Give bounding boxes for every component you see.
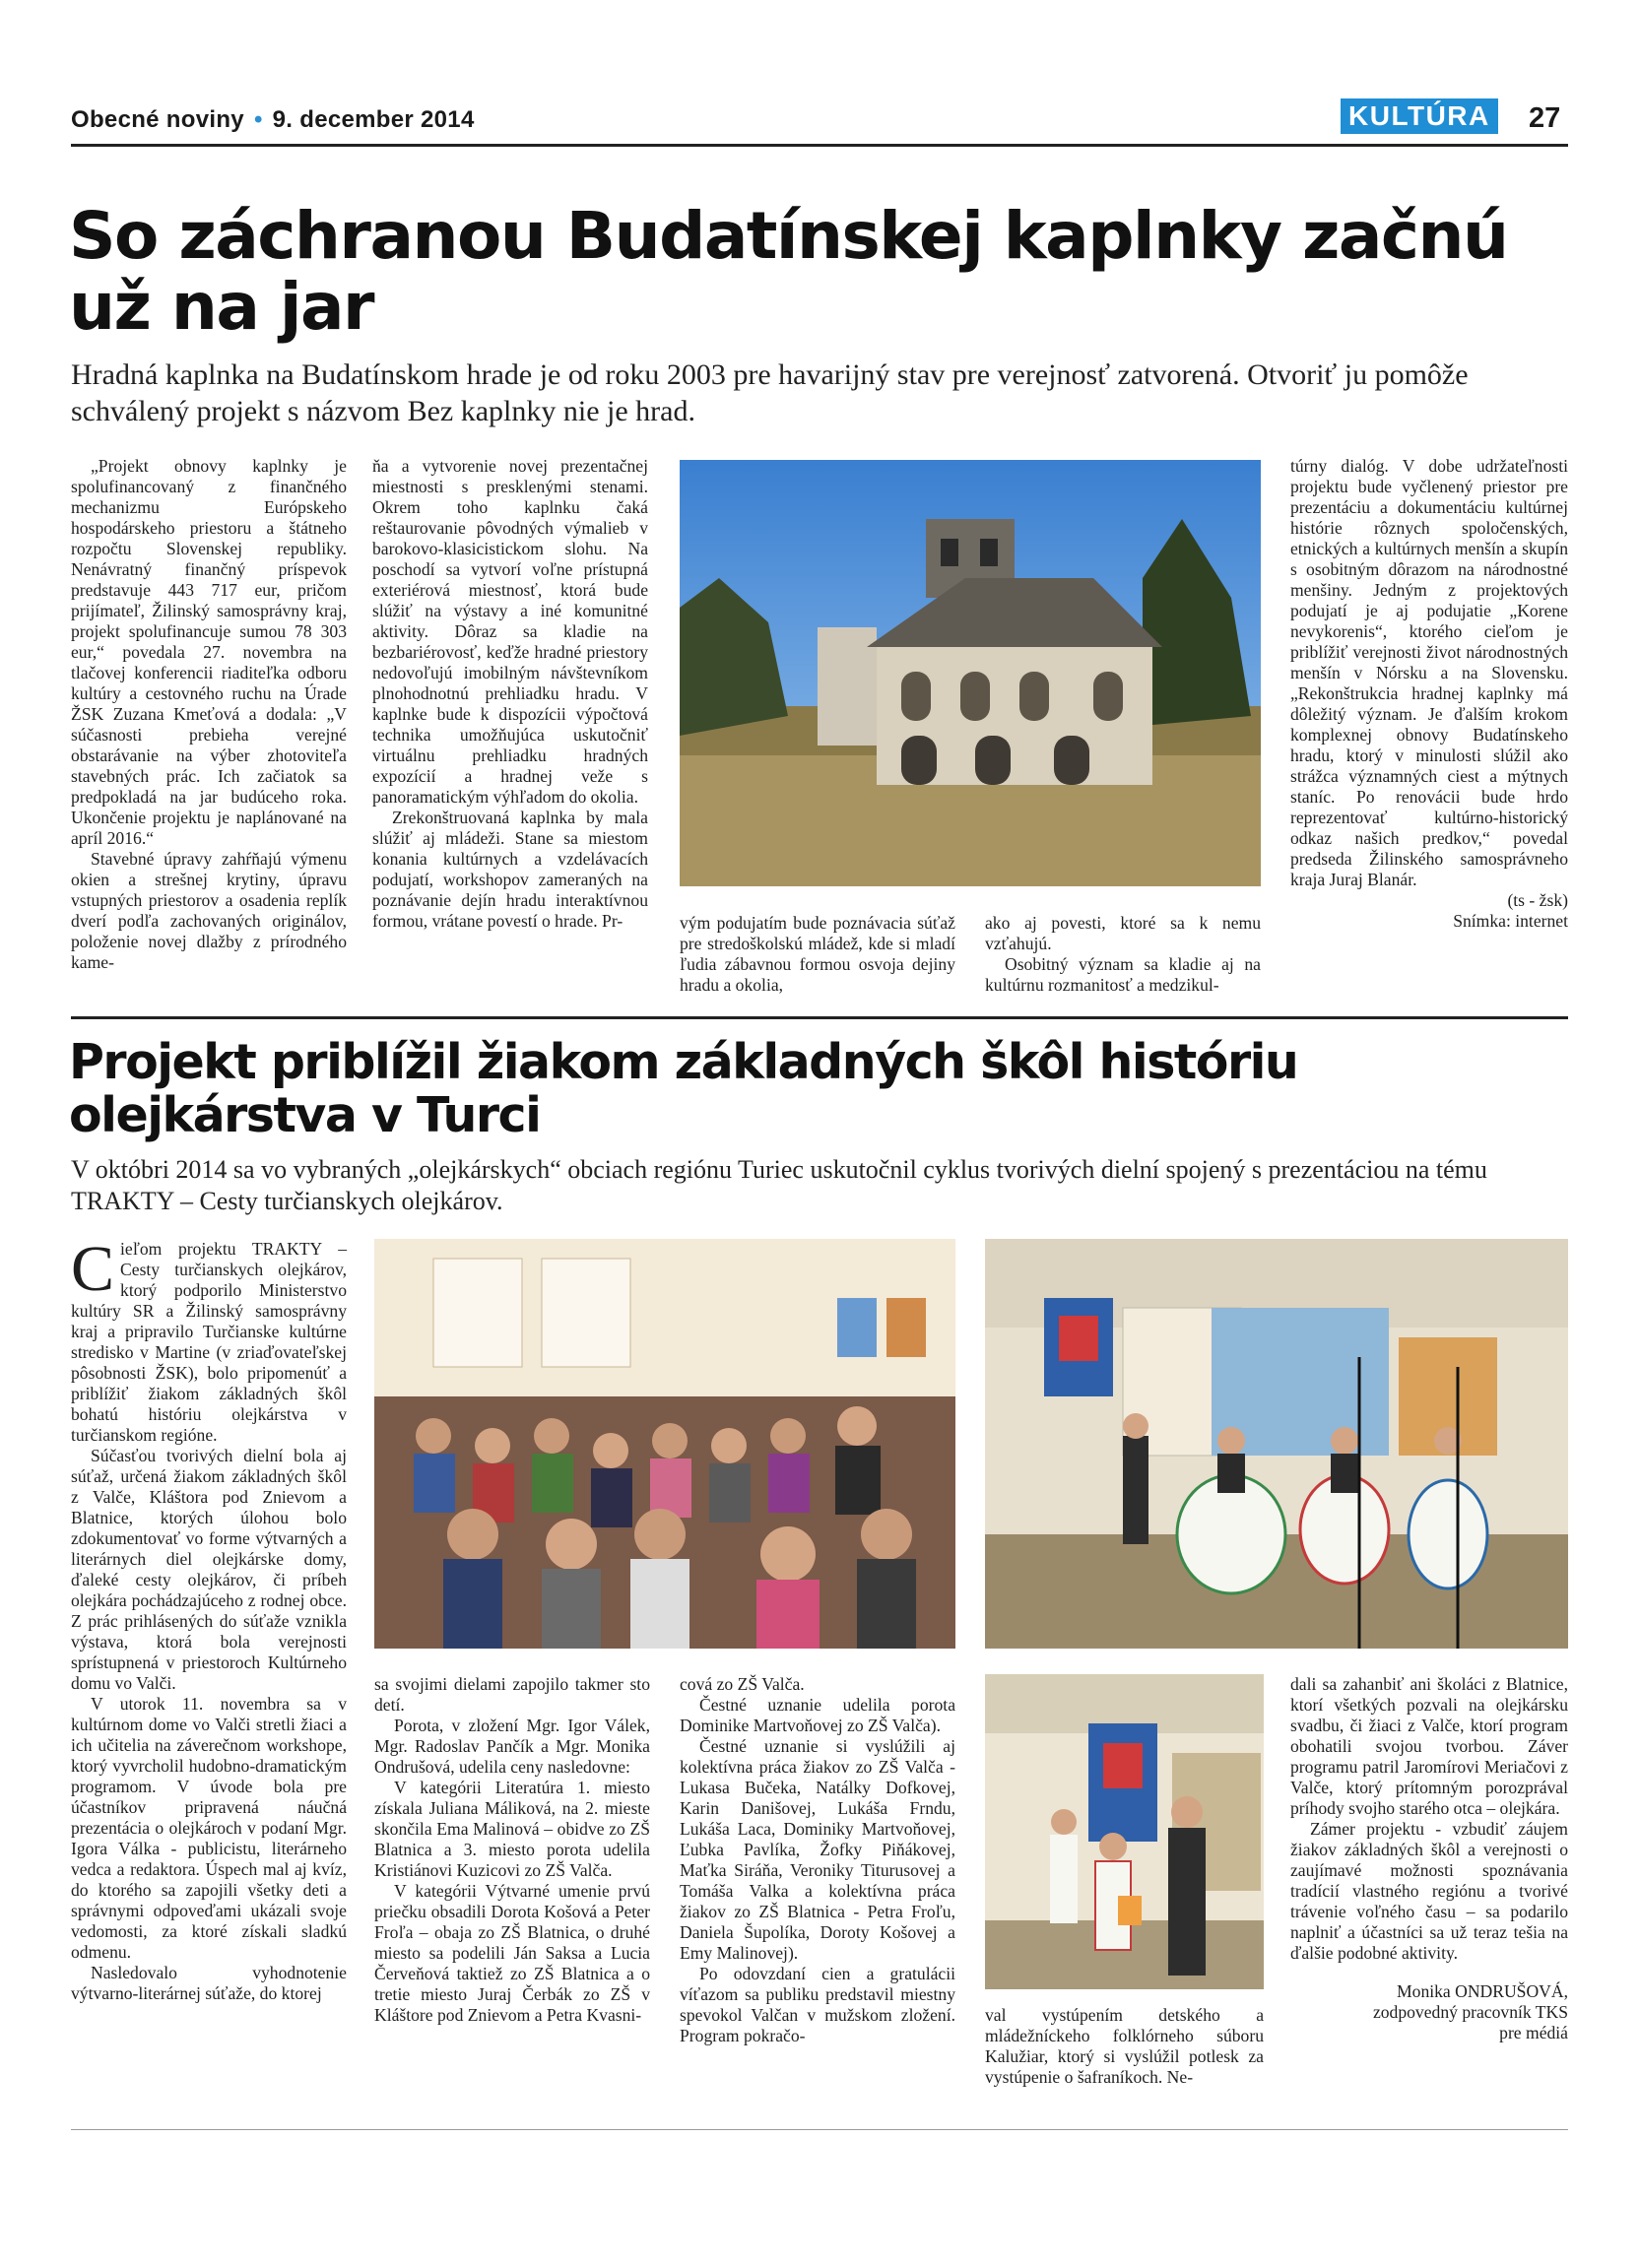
article1-title: So záchranou Budatínskej kaplnky začnú už na jar bbox=[69, 198, 1508, 345]
section-badge: KULTÚRA bbox=[1341, 98, 1498, 134]
paragraph: V kategórii Literatúra 1. miesto získala Juliana Máliková, na 2. mieste skončila Ema Malinová – obidve zo ZŠ Blatnica a 3. miesto porota udelila Kristiánovi Kuzicovi zo ZŠ Valča. bbox=[374, 1778, 650, 1880]
separator-dot: • bbox=[253, 106, 263, 133]
paragraph: Stavebné úpravy zahŕňajú výmenu okien a strešnej krytiny, úpravu vstupných priestorov a osadenia replík dverí podľa zachovaných originálov, položenie novej dlažby z prírodného kame- bbox=[71, 849, 347, 972]
paragraph: ieľom projektu TRAKTY – Cesty turčianskych olejkárov, ktorý podporilo Ministerstvo kultúry SR a Žilinský samosprávny kraj a pripravilo Turčianske kultúrne stredisko v Martine (v zriaďovateľskej pôsobnosti ŽSK), bolo pripomenúť a priblížiť žiakom základných škôl bohatú históriu olejkárstva v turčianskom regióne. bbox=[71, 1239, 347, 1445]
article1-column-3 bbox=[680, 913, 955, 996]
issue-date: 9. december 2014 bbox=[272, 106, 475, 133]
article1-column-2 bbox=[372, 456, 648, 932]
paragraph: ňa a vytvorenie novej prezentačnej miestnosti s presklenými stenami. Okrem toho kaplnku čaká reštaurovanie pôvodných výmalieb v barokovo-klasicistickom slohu. Na poschodí sa vytvorí voľne prístupná exteriérová miestnosť, ktorá bude slúžiť na výstavy a iné komunitné aktivity. Dôraz sa kladie na bezbariérovosť, keďže hradné priestory nedovoľujú imobilným návštevníkom plnohodnotnú prehliadku hradu. V kaplnke bude k dispozícii výpočtová technika umožňujúca uskutočniť virtuálnu prehliadku hradných expozícií a hradnej veže s panoramatickým výhľadom do okolia. bbox=[372, 456, 648, 807]
article2-column-5 bbox=[1290, 1674, 1568, 2043]
paragraph: dali sa zahanbiť ani školáci z Blatnice, ktorí všetkých pozvali na olejkársku svadbu, či žiaci z Valče, ktorí program obohatili svojou tvorbou. Záver programu patril Jaromírovi Meriačovi z Valče, ktorý prítomným porozprával príhody svojho starého otca – olejkára. bbox=[1290, 1674, 1568, 1818]
photo-credit: Snímka: internet bbox=[1453, 911, 1568, 931]
paragraph: Po odovzdaní cien a gratulácii víťazom sa publiku predstavil miestny spevokol Valčan v mužskom zložení. Program pokračo- bbox=[680, 1964, 955, 2045]
article2-column-4 bbox=[985, 2005, 1264, 2088]
footer-rule bbox=[71, 2129, 1568, 2130]
article2-column-2 bbox=[374, 1674, 650, 2026]
paragraph: Porota, v zložení Mgr. Igor Válek, Mgr. Radoslav Pančík a Mgr. Monika Ondrušová, udelila ceny nasledovne: bbox=[374, 1716, 650, 1777]
masthead bbox=[71, 106, 475, 134]
article2-column-1 bbox=[71, 1233, 347, 2004]
publication-name: Obecné noviny bbox=[71, 106, 244, 133]
header-rule bbox=[71, 144, 1568, 147]
paragraph: Nasledovalo vyhodnotenie výtvarno-literárnej súťaže, do ktorej bbox=[71, 1963, 347, 2003]
article-divider bbox=[71, 1016, 1568, 1019]
paragraph: val vystúpením detského a mládežníckeho folklórneho súboru Kalužiar, ktorý si vyslúžil potlesk za vystúpenie o šafraníkoch. Ne- bbox=[985, 2005, 1264, 2087]
signature-dept: pre médiá bbox=[1499, 2023, 1568, 2042]
workshop-audience-photo bbox=[374, 1239, 955, 1649]
paragraph: Zrekonštruovaná kaplnka by mala slúžiť aj mládeži. Stane sa miestom konania kultúrnych a vzdelávacích podujatí, workshopov zameraných na poznávanie dejín hradu interaktívnou formou, vrátane povestí o hrade. Pr- bbox=[372, 808, 648, 931]
signature-role: zodpovedný pracovník TKS bbox=[1372, 2002, 1568, 2022]
article2-lead: V októbri 2014 sa vo vybraných „olejkárskych“ obciach regiónu Turiec uskutočnil cyklus tvorivých dielní spojený s prezentáciou na tému TRAKTY – Cesty turčianskych olejkárov. bbox=[71, 1155, 1487, 1215]
chapel-photo-image bbox=[680, 460, 1261, 886]
folk-dance-image bbox=[985, 1239, 1568, 1649]
article2-title: Projekt priblížil žiakom základných škôl históriu olejkárstva v Turci bbox=[69, 1034, 1298, 1143]
paragraph: „Projekt obnovy kaplnky je spolufinancovaný z finančného mechanizmu Európskeho hospodárskeho priestoru a štátneho rozpočtu Slovenskej republiky. Nenávratný finančný príspevok predstavuje 443 717 eur, pričom prijímateľ, Žilinský samosprávny kraj, projekt spolufinancuje sumou 78 303 eur,“ povedala 27. novembra na tlačovej konferencii riaditeľka odboru kultúry a cestovného ruchu na Úrade ŽSK Zuzana Kmeťová a dodala: „V súčasnosti prebieha verejné obstarávanie na výber zhotoviteľa stavebných prác. Ich začiatok sa predpokladá na jar budúceho roka. Ukončenie projektu je naplánované na apríl 2016.“ bbox=[71, 456, 347, 848]
author-credit: (ts - žsk) bbox=[1507, 890, 1568, 910]
paragraph: V kategórii Výtvarné umenie prvú priečku obsadili Dorota Košová a Peter Froľa – obaja zo ZŠ Blatnica, o druhé miesto sa podelili Ján Saksa a Lucia Červeňová taktiež zo ZŠ Blatnica a o tretie miesto Juraj Čerbák zo ZŠ v Kláštore pod Znievom a Petra Kvasni- bbox=[374, 1881, 650, 2025]
article1-column-1 bbox=[71, 456, 347, 973]
article1-column-5 bbox=[1290, 456, 1568, 932]
paragraph: Súčasťou tvorivých dielní bola aj súťaž, určená žiakom základných škôl z Valče, Kláštora pod Znievom a Blatnice, ktorých úlohou bolo zdokumentovať vo forme výtvarných a literárnych diel olejkárske domy, ďaleké cesty olejkárov, či príbeh olejkára pochádzajúceho z rodnej obce. Z prác prihlásených do súťaže vznikla výstava, ktorá bola verejnosti sprístupnená v priestoroch Kultúrneho domu vo Valči. bbox=[71, 1446, 347, 1693]
paragraph: Osobitný význam sa kladie aj na kultúrnu rozmanitosť a medzikul- bbox=[985, 954, 1261, 995]
paragraph: Čestné uznanie si vyslúžili aj kolektívna práca žiakov zo ZŠ Valča - Lukasa Bučeka, Natálky Dofkovej, Karin Danišovej, Lukáša Frndu, Lukáša Laca, Dominiky Martvoňovej, Ľubka Pavlíka, Žofky Piňákovej, Maťka Siráňa, Veroniky Titurusovej a Tomáša Valka a kolektívna práca žiakov zo ZŠ Blatnica - Petra Froľu, Daniela Šupolíka, Doroty Košovej a Emy Malinovej). bbox=[680, 1736, 955, 1963]
paragraph: Čestné uznanie udelila porota Dominike Martvoňovej zo ZŠ Valča). bbox=[680, 1695, 955, 1735]
signature-name: Monika ONDRUŠOVÁ, bbox=[1397, 1981, 1568, 2001]
paragraph: sa svojimi dielami zapojilo takmer sto detí. bbox=[374, 1674, 650, 1715]
paragraph: vým podujatím bude poznávacia súťaž pre stredoškolskú mládež, kde si mladí ľudia zábavnou formou osvoja dejiny hradu a okolia, bbox=[680, 913, 955, 995]
drop-cap: C bbox=[71, 1233, 115, 1305]
paragraph: cová zo ZŠ Valča. bbox=[680, 1674, 805, 1694]
singer-photo bbox=[985, 1674, 1264, 1989]
page-number: 27 bbox=[1529, 102, 1561, 134]
paragraph: ako aj povesti, ktoré sa k nemu vzťahujú. bbox=[985, 913, 1261, 953]
paragraph: V utorok 11. novembra sa v kultúrnom dome vo Valči stretli žiaci a ich učitelia na záverečnom workshope, ktorý vyvrcholil hudobno-dramatickým programom. V úvode bola pre účastníkov pripravená náučná prezentácia o olejkároch v podaní Mgr. Igora Válka - publicistu, literárneho vedca a redaktora. Úspech mal aj kvíz, do ktorého sa zapojili všetky deti a správnymi odpoveďami ukázali svoje vedomosti, za ktoré získali sladkú odmenu. bbox=[71, 1694, 347, 1962]
workshop-audience-image bbox=[374, 1239, 955, 1649]
article1-lead: Hradná kaplnka na Budatínskom hrade je od roku 2003 pre havarijný stav pre verejnosť zatvorená. Otvoriť ju pomôže schválený projekt s názvom Bez kaplnky nie je hrad. bbox=[71, 358, 1469, 427]
folk-dance-photo bbox=[985, 1239, 1568, 1649]
article2-column-3 bbox=[680, 1674, 955, 2046]
singer-image bbox=[985, 1674, 1264, 1989]
paragraph: Zámer projektu - vzbudiť záujem žiakov základných škôl a verejnosti o zaujímavé možnosti spoznávania tradícií vlastného regiónu a tvorivé trávenie voľného času – sa podarilo naplniť a účastníci sa už teraz tešia na ďalšie podobné aktivity. bbox=[1290, 1819, 1568, 1963]
article1-column-4 bbox=[985, 913, 1261, 996]
paragraph: túrny dialóg. V dobe udržateľnosti projektu bude vyčlenený priestor pre prezentáciu a dokumentáciu kultúrnej histórie rôznych spoločenských, etnických a kultúrnych menšín a skupín s osobitným dôrazom na národnostné menšiny. Jedným z projektových podujatí je aj podujatie „Korene nevykorenis“, ktorého cieľom je priblížiť verejnosti život národnostných menšín v Nórsku a na Slovensku. „Rekonštrukcia hradnej kaplnky má dôležitý význam. Je ďalším krokom komplexnej obnovy Budatínskeho hradu, ktorý v minulosti slúžil ako strážca významných ciest a mýtnych staníc. Po renovácii bude hrdo reprezentovať kultúrno-historický odkaz našich predkov,“ povedal predseda Žilinského samosprávneho kraja Juraj Blanár. bbox=[1290, 456, 1568, 889]
chapel-photo bbox=[680, 460, 1261, 886]
